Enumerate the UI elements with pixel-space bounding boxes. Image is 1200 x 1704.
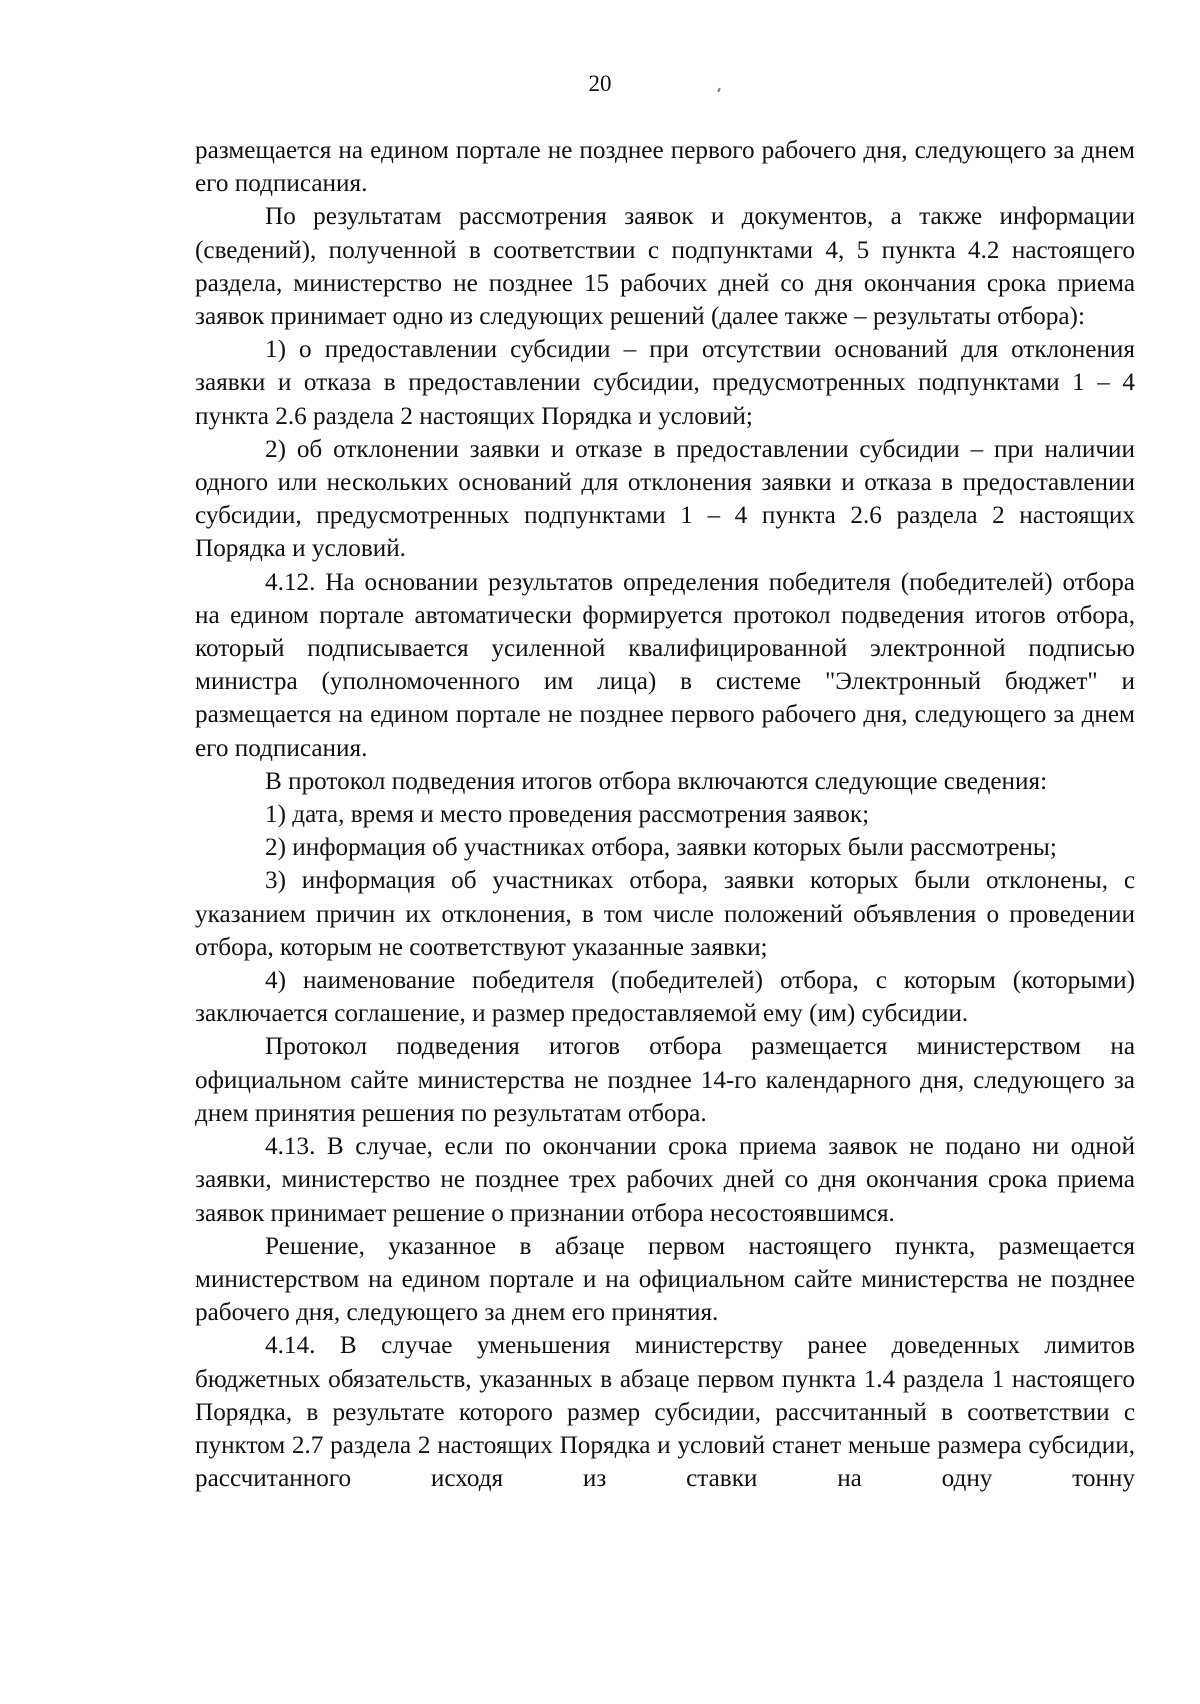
- list-item: 3) информация об участниках отбора, заявки которых были отклонены, с указанием причин их отклонения, в том числе положений объявления о проведении отбора, которым не соответствуют указанные заявки;: [195, 867, 1135, 961]
- list-item: 4) наименование победителя (победителей) отбора, с которым (которыми) заключается соглашение, и размер предоставляемой ему (им) субсидии.: [195, 967, 1135, 1028]
- paragraph: 4.13. В случае, если по окончании срока приема заявок не подано ни одной заявки, министерство не позднее трех рабочих дней со дня окончания срока приема заявок принимает решение о признании отбора несостоявшимся.: [195, 1133, 1135, 1227]
- paragraph: размещается на едином портале не позднее первого рабочего дня, следующего за днем его подписания.: [195, 137, 1135, 198]
- paragraph: 4.12. На основании результатов определения победителя (победителей) отбора на едином портале автоматически формируется протокол подведения итогов отбора, который подписывается усиленной квалифицированной электронной подписью министра (уполномоченного им лица) в системе "Электронный бюджет" и размещается на едином портале не позднее первого рабочего дня, следующего за днем его подписания.: [195, 568, 1135, 762]
- list-item: 2) информация об участниках отбора, заявки которых были рассмотрены;: [265, 834, 1057, 862]
- page-number: 20: [588, 71, 612, 96]
- paragraph: Протокол подведения итогов отбора размещается министерством на официальном сайте министерства не позднее 14-го календарного дня, следующего за днем принятия решения по результатам отбора.: [195, 1033, 1135, 1127]
- paragraph: 4.14. В случае уменьшения министерству ранее доведенных лимитов бюджетных обязательств, указанных в абзаце первом пункта 1.4 раздела 1 настоящего Порядка, в результате которого размер субсидии, рассчитанный в соответствии с пунктом 2.7 раздела 2 настоящих Порядка и условий станет меньше размера субсидии, рассчитанного исходя из ставки на одну тонну: [195, 1332, 1135, 1493]
- document-body: [195, 134, 1135, 1495]
- paragraph: В протокол подведения итогов отбора включаются следующие сведения:: [265, 767, 1048, 795]
- list-item: 2) об отклонении заявки и отказе в предоставлении субсидии – при наличии одного или нескольких оснований для отклонения заявки и отказа в предоставлении субсидии, предусмотренных подпунктами 1 – 4 пункта 2.6 раздела 2 настоящих Порядка и условий.: [195, 435, 1135, 563]
- paragraph: По результатам рассмотрения заявок и документов, а также информации (сведений), полученной в соответствии с подпунктами 4, 5 пункта 4.2 настоящего раздела, министерство не позднее 15 рабочих дней со дня окончания срока приема заявок принимает одно из следующих решений (далее также – результаты отбора):: [195, 203, 1135, 331]
- list-item: 1) о предоставлении субсидии – при отсутствии оснований для отклонения заявки и отказа в предоставлении субсидии, предусмотренных подпунктами 1 – 4 пункта 2.6 раздела 2 настоящих Порядка и условий;: [195, 336, 1135, 430]
- paragraph: Решение, указанное в абзаце первом настоящего пункта, размещается министерством на едином портале и на официальном сайте министерства не позднее рабочего дня, следующего за днем его принятия.: [195, 1232, 1135, 1327]
- list-item: 1) дата, время и место проведения рассмотрения заявок;: [265, 801, 870, 829]
